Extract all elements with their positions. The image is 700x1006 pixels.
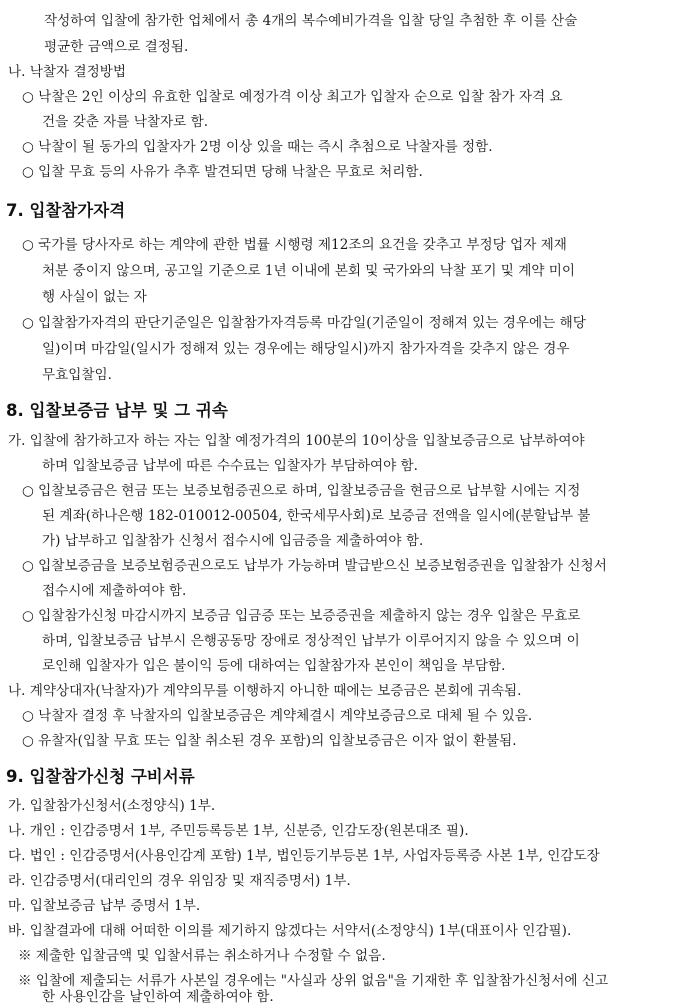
text-line-content: 가. 입찰참가신청서(소정양식) 1부. xyxy=(8,798,216,814)
bullet-line xyxy=(22,732,517,750)
bullet-line xyxy=(22,138,493,156)
bullet-line xyxy=(22,607,580,625)
text-line-content: 평균한 금액으로 결정됨. xyxy=(44,39,189,55)
text-line-content: 한 사용인감을 날인하여 제출하여야 함. xyxy=(42,989,274,1005)
text-line xyxy=(42,507,590,525)
text-line xyxy=(8,63,126,81)
text-line xyxy=(42,582,186,600)
text-line xyxy=(8,682,521,700)
text-line-content: ○ 낙찰이 될 동가의 입찰자가 2명 이상 있을 때는 즉시 추첨으로 낙찰자를 정함. xyxy=(22,139,493,155)
text-line-content: ○ 국가를 당사자로 하는 계약에 관한 법률 시행령 제12조의 요건을 갖추고 부정당 업자 제재 xyxy=(22,237,567,253)
text-line-content: 작성하여 입찰에 참가한 업체에서 총 4개의 복수예비가격을 입찰 당일 추첨한 후 이를 산술 xyxy=(44,13,578,29)
text-line xyxy=(42,632,580,650)
text-line xyxy=(42,262,575,280)
text-line xyxy=(44,38,188,56)
text-line xyxy=(44,12,577,30)
text-line-content: 하며, 입찰보증금 납부시 은행공동망 장애로 정상적인 납부가 이루어지지 않을 수 있으며 이 xyxy=(42,633,580,649)
text-line xyxy=(42,988,274,1006)
text-line-content: ○ 낙찰자 결정 후 낙찰자의 입찰보증금은 계약체결시 계약보증금으로 대체 될 수 있음. xyxy=(22,708,533,724)
section-heading xyxy=(6,200,125,222)
text-line-content: ○ 입찰보증금은 현금 또는 보증보험증권으로 하며, 입찰보증금을 현금으로 납부할 시에는 지정 xyxy=(22,483,581,499)
text-line xyxy=(8,922,571,940)
text-line-content: ※ 입찰에 제출되는 서류가 사본일 경우에는 "사실과 상위 없음"을 기재한 후 입찰참가신청서에 신고 xyxy=(18,973,609,989)
text-line-content: 로인해 입찰자가 입은 불이익 등에 대하여는 입찰참가자 본인이 책임을 부담함. xyxy=(42,658,506,674)
text-line-content: 가) 납부하고 입찰참가 신청서 접수시에 입금증을 제출하여야 함. xyxy=(42,533,424,549)
text-line-content: ○ 입찰보증금을 보증보험증권으로도 납부가 가능하며 발급받으신 보증보험증권을 입찰참가 신청서 xyxy=(22,558,607,574)
text-line xyxy=(8,897,200,915)
bullet-line xyxy=(22,88,563,106)
section-heading xyxy=(6,400,228,422)
text-line-content: ○ 유찰자(입찰 무효 또는 입찰 취소된 경우 포함)의 입찰보증금은 이자 없이 환불됨. xyxy=(22,733,517,749)
text-line xyxy=(42,340,570,358)
text-line-content: 라. 인감증명서(대리인의 경우 위임장 및 재직증명서) 1부. xyxy=(8,873,351,889)
text-line-content: ○ 입찰참가신청 마감시까지 보증금 입금증 또는 보증증권을 제출하지 않는 경우 입찰은 무효로 xyxy=(22,608,581,624)
text-line xyxy=(42,288,147,306)
text-line-content: 하며 입찰보증금 납부에 따른 수수료는 입찰자가 부담하여야 함. xyxy=(42,458,418,474)
section-heading-text: 8. 입찰보증금 납부 및 그 귀속 xyxy=(6,401,228,420)
text-line-content: ○ 낙찰은 2인 이상의 유효한 입찰로 예정가격 이상 최고가 입찰자 순으로 입찰 참가 자격 요 xyxy=(22,89,563,105)
bullet-line xyxy=(22,557,607,575)
text-line-content: ※ 제출한 입찰금액 및 입찰서류는 취소하거나 수정할 수 없음. xyxy=(18,948,386,964)
text-line xyxy=(42,457,418,475)
bullet-line xyxy=(22,482,580,500)
text-line xyxy=(42,532,423,550)
text-line-content: 나. 계약상대자(낙찰자)가 계약의무를 이행하지 아니한 때에는 보증금은 본회에 귀속됨. xyxy=(8,683,522,699)
text-line-content: 다. 법인 : 인감증명서(사용인감계 포함) 1부, 법인등기부등본 1부, 사업자등록증 사본 1부, 인감도장 xyxy=(8,848,600,864)
text-line-content: 접수시에 제출하여야 함. xyxy=(42,583,187,599)
text-line-content: 무효입찰임. xyxy=(42,367,112,383)
text-line xyxy=(42,113,208,131)
text-line xyxy=(8,872,351,890)
text-line xyxy=(8,847,600,865)
text-line-content: 마. 입찰보증금 납부 증명서 1부. xyxy=(8,898,201,914)
note-line xyxy=(18,947,386,965)
text-line xyxy=(42,366,112,384)
text-line xyxy=(8,432,585,450)
text-line-content: ○ 입찰참가자격의 판단기준일은 입찰참가자격등록 마감일(기준일이 정해져 있는 경우에는 해당 xyxy=(22,315,586,331)
section-heading-text: 9. 입찰참가신청 구비서류 xyxy=(6,767,195,786)
bullet-line xyxy=(22,163,423,181)
bullet-line xyxy=(22,236,567,254)
text-line-content: 행 사실이 없는 자 xyxy=(42,289,147,305)
text-line-content: 건을 갖춘 자를 낙찰자로 함. xyxy=(42,114,209,130)
text-line-content: 바. 입찰결과에 대해 어떠한 이의를 제기하지 않겠다는 서약서(소정양식) 1부(대표이사 인감필). xyxy=(8,923,572,939)
text-line-content: 나. 낙찰자 결정방법 xyxy=(8,64,127,80)
bullet-line xyxy=(22,707,532,725)
section-heading xyxy=(6,766,195,788)
text-line xyxy=(8,822,469,840)
text-line-content: 일)이며 마감일(일시가 정해져 있는 경우에는 해당일시)까지 참가자격을 갖추지 않은 경우 xyxy=(42,341,570,357)
text-line xyxy=(42,657,505,675)
section-heading-text: 7. 입찰참가자격 xyxy=(6,201,126,220)
text-line-content: ○ 입찰 무효 등의 사유가 추후 발견되면 당해 낙찰은 무효로 처리함. xyxy=(22,164,423,180)
text-line-content: 처분 중이지 않으며, 공고일 기준으로 1년 이내에 본회 및 국가와의 낙찰 포기 및 계약 미이 xyxy=(42,263,576,279)
text-line xyxy=(8,797,215,815)
bullet-line xyxy=(22,314,586,332)
text-line-content: 된 계좌(하나은행 182-010012-00504, 한국세무사회)로 보증금 전액을 일시에(분할납부 불 xyxy=(42,508,591,524)
text-line-content: 가. 입찰에 참가하고자 하는 자는 입찰 예정가격의 100분의 10이상을 입찰보증금으로 납부하여야 xyxy=(8,433,585,449)
text-line-content: 나. 개인 : 인감증명서 1부, 주민등록등본 1부, 신분증, 인감도장(원본대조 필). xyxy=(8,823,469,839)
